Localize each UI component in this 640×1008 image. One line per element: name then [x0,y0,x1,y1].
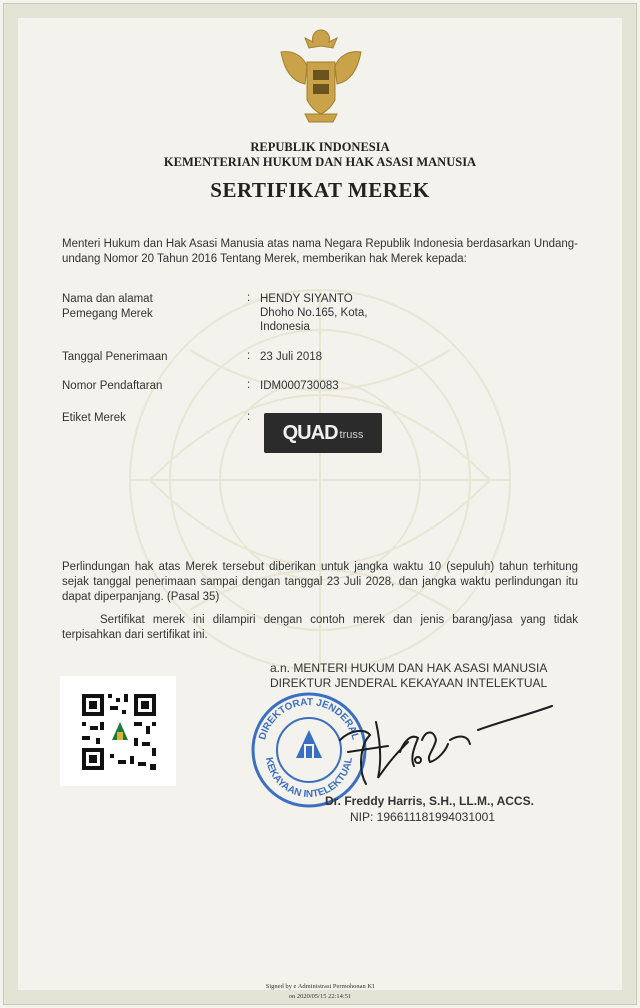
regno-value: IDM000730083 [260,380,339,392]
logo-colon: : [247,411,251,423]
date-value: 23 Juli 2018 [260,351,323,363]
garuda-emblem-icon [275,22,367,132]
handwritten-signature [330,700,560,790]
stamp-top-text: DIREKTORAT JENDERAL [257,696,361,742]
qr-code-icon [60,676,176,786]
holder-address-line1: Dhoho No.165, Kota, [260,307,368,319]
holder-colon: : [247,292,251,304]
attachment-paragraph: Sertifikat merek ini dilampiri dengan contoh merek dan jenis barang/jasa yang tidak terpisahkan dari sertifikat ini. [62,614,578,641]
signatory-nip: NIP: 196611181994031001 [350,810,496,824]
republic-heading: REPUBLIK INDONESIA [250,140,390,154]
logo-label: Etiket Merek [62,412,126,424]
protection-paragraph: Perlindungan hak atas Merek tersebut diberikan untuk jangka waktu 10 (sepuluh) tahun terhitung sejak tanggal penerimaan sampai dengan tanggal 23 Juli 2028, dan jangka waktu perlindungan itu dapat diperpanjang. (Pasal 35) [62,561,578,603]
logo-main-text: QUAD [282,421,338,444]
footer-signed-by: Signed by e Administrasi Permohonan KI [265,983,375,990]
holder-address-line2: Indonesia [260,321,310,333]
certificate-title: SERTIFIKAT MEREK [210,178,430,202]
stamp-bottom-text: KEKAYAAN INTELEKTUAL [263,756,355,801]
signatory-directorate: DIREKTUR JENDERAL KEKAYAAN INTELEKTUAL [270,676,548,690]
trademark-logo [264,413,382,453]
date-label: Tanggal Penerimaan [62,351,168,363]
holder-value [260,292,480,334]
date-colon: : [247,350,251,362]
intro-paragraph: Menteri Hukum dan Hak Asasi Manusia atas nama Negara Republik Indonesia berdasarkan Undang-undang Nomor 20 Tahun 2016 Tentang Merek, memberikan hak Merek kepada: [62,238,578,265]
regno-label: Nomor Pendaftaran [62,380,163,392]
logo-sub-text: truss [339,429,364,441]
footer-signed-date: on 2020/05/15 22:14:51 [288,993,352,1000]
signatory-on-behalf: a.n. MENTERI HUKUM DAN HAK ASASI MANUSIA [270,661,548,675]
holder-name: HENDY SIYANTO [260,293,353,305]
regno-colon: : [247,379,251,391]
signatory-name: Dr. Freddy Harris, S.H., LL.M., ACCS. [325,794,534,808]
holder-label: Nama dan alamat Pemegang Merek [62,293,153,320]
ministry-heading: KEMENTERIAN HUKUM DAN HAK ASASI MANUSIA [163,155,477,169]
